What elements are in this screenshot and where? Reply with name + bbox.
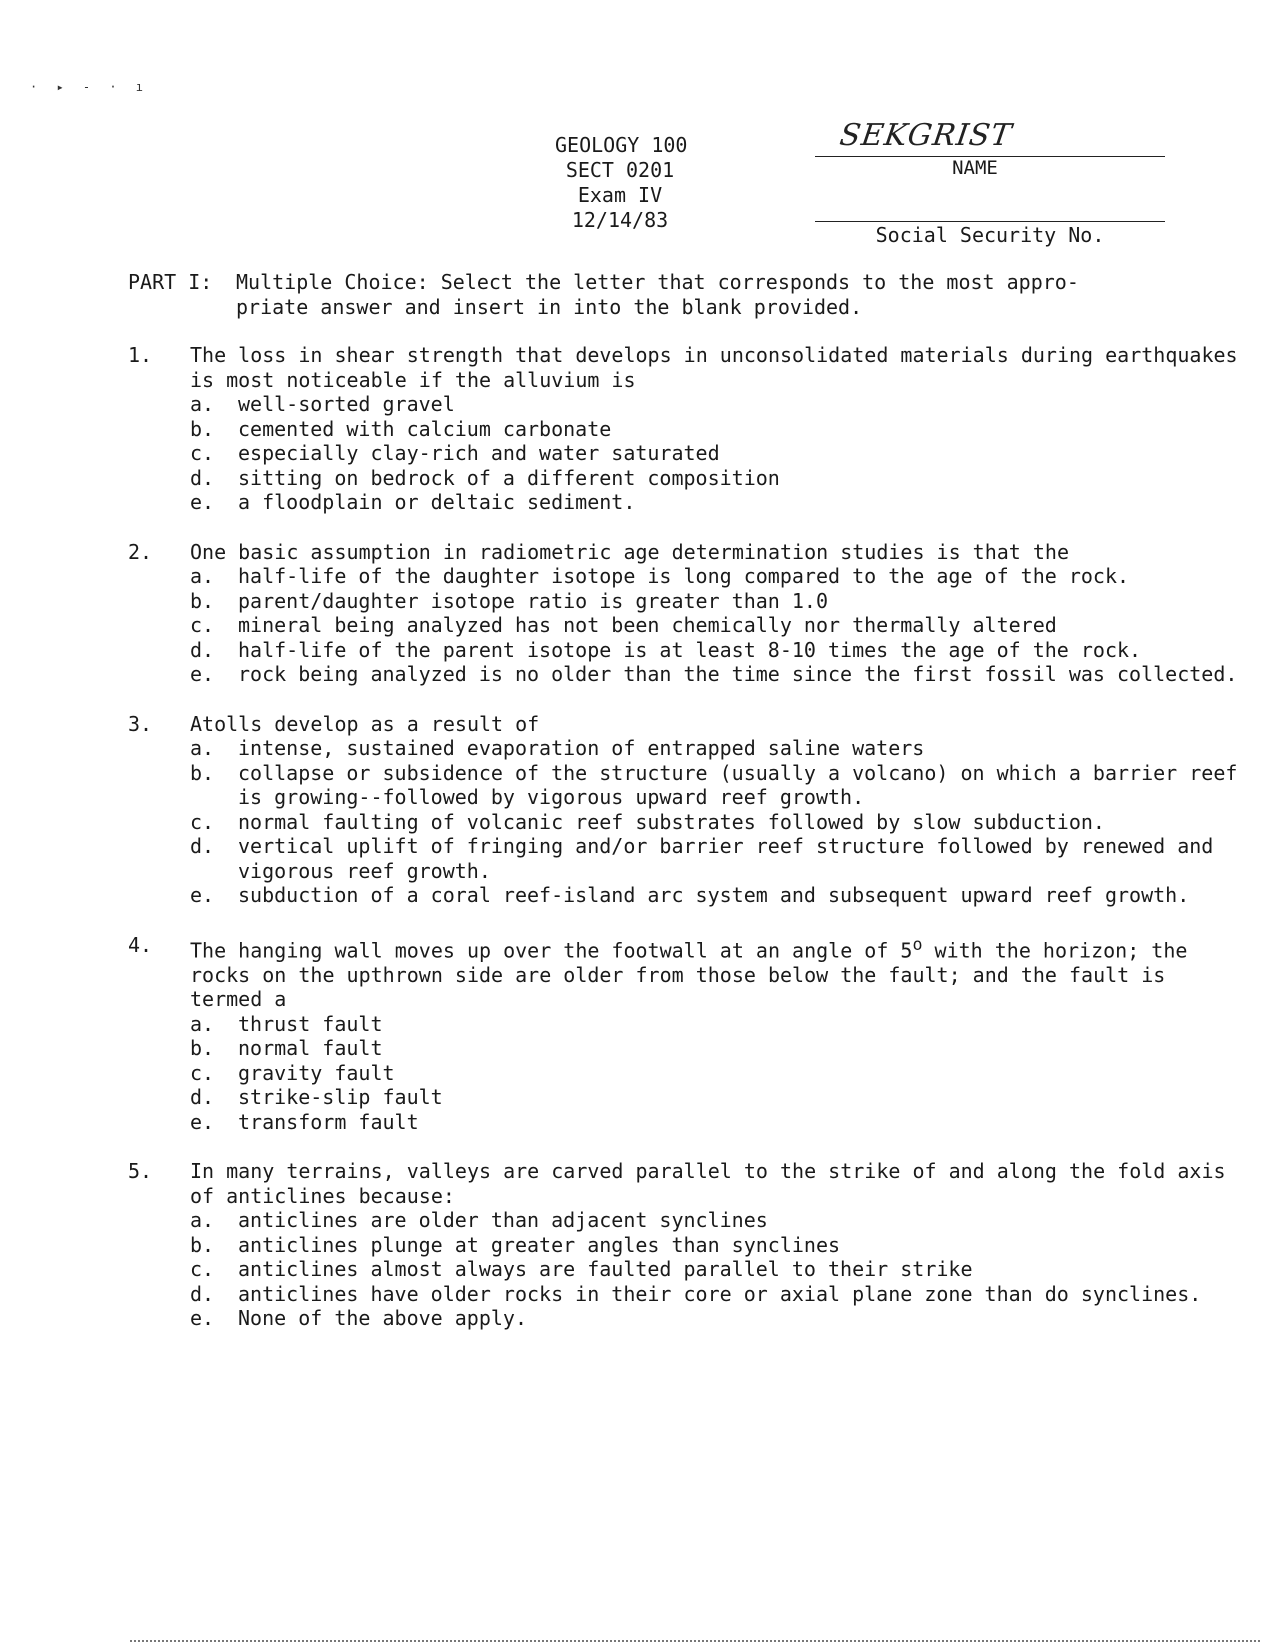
question-text: The loss in shear strength that develops in unconsolidated materials during earthquakes is most noticeable if the alluvium is (190, 343, 1238, 392)
option-letter: c. (190, 441, 215, 465)
option-c (128, 441, 1248, 466)
question-text: Atolls develop as a result of (190, 711, 540, 736)
option-e (128, 1110, 1248, 1135)
option-letter: c. (190, 809, 215, 834)
option-text: gravity fault (238, 1060, 395, 1085)
degree-superscript: o (912, 934, 923, 954)
part-label: PART I: (128, 270, 213, 294)
option-b (128, 761, 1248, 810)
question-3 (128, 712, 1248, 908)
option-letter: e. (190, 662, 215, 686)
student-signature: SEKGRIST (837, 118, 1015, 153)
option-letter: d. (190, 637, 215, 662)
question-text (190, 933, 1248, 1012)
option-c (128, 810, 1248, 835)
option-e (128, 883, 1248, 908)
scan-specks: · ▸ - · ı (30, 80, 150, 94)
option-text: subduction of a coral reef-island arc system and subsequent upward reef growth. (238, 883, 1190, 907)
course-info (555, 133, 688, 233)
option-text: anticlines are older than adjacent synclines (238, 1208, 768, 1233)
part-instructions (128, 270, 1238, 320)
option-letter: e. (190, 1109, 215, 1134)
option-letter: c. (190, 1060, 215, 1085)
option-b (128, 417, 1248, 442)
exam-number: Exam IV (577, 183, 663, 207)
option-a (128, 1208, 1248, 1233)
question-5 (128, 1159, 1248, 1331)
instructions-line-2: priate answer and insert in into the blank provided. (236, 295, 863, 319)
option-e (128, 490, 1248, 515)
question-text: In many terrains, valleys are carved parallel to the strike of and along the fold axis of anticlines because: (190, 1159, 1226, 1208)
option-c (128, 613, 1248, 638)
course-section: SECT 0201 (565, 158, 675, 182)
option-letter: d. (190, 834, 215, 858)
course-title: GEOLOGY 100 (555, 133, 688, 157)
option-letter: d. (190, 465, 215, 490)
option-d (128, 1085, 1248, 1110)
question-number: 1. (128, 343, 153, 367)
option-text: anticlines have older rocks in their core or axial plane zone than do synclines. (238, 1281, 1202, 1306)
option-text: intense, sustained evaporation of entrapped saline waters (238, 736, 925, 760)
option-text: mineral being analyzed has not been chemically nor thermally altered (238, 613, 1057, 637)
option-letter: d. (190, 1085, 215, 1110)
option-letter: b. (190, 1232, 215, 1257)
option-b (128, 589, 1248, 614)
option-text: half-life of the daughter isotope is long compared to the age of the rock. (238, 564, 1130, 588)
option-text: transform fault (238, 1109, 419, 1134)
question-4 (128, 933, 1248, 1135)
exam-date: 12/14/83 (571, 208, 669, 232)
option-text: sitting on bedrock of a different composition (238, 465, 780, 490)
question-list (128, 343, 1248, 1356)
option-letter: a. (190, 564, 215, 588)
option-letter: c. (190, 613, 215, 637)
option-e (128, 662, 1248, 687)
option-letter: a. (190, 1011, 215, 1036)
option-letter: b. (190, 1036, 215, 1061)
option-text: anticlines plunge at greater angles than synclines (238, 1232, 841, 1257)
question-2 (128, 540, 1248, 687)
option-e (128, 1306, 1248, 1331)
option-letter: a. (190, 392, 215, 416)
option-text: a floodplain or deltaic sediment. (238, 490, 636, 514)
option-text: anticlines almost always are faulted parallel to their strike (238, 1257, 973, 1282)
option-text: normal faulting of volcanic reef substrates followed by slow subduction. (238, 809, 1105, 834)
option-text: vertical uplift of fringing and/or barrier reef structure followed by renewed and vigorous reef growth. (238, 834, 1214, 883)
question-number: 4. (128, 932, 153, 957)
option-text: half-life of the parent isotope is at least 8-10 times the age of the rock. (238, 637, 1142, 662)
option-letter: d. (190, 1281, 215, 1306)
option-d (128, 466, 1248, 491)
question-1 (128, 343, 1248, 515)
option-text: well-sorted gravel (238, 392, 455, 416)
option-text: collapse or subsidence of the structure (usually a volcano) on which a barrier reef is growing--followed by vigorous upward reef growth. (238, 760, 1238, 809)
option-letter: b. (190, 588, 215, 613)
option-text: None of the above apply. (238, 1306, 527, 1331)
question-number: 2. (128, 539, 153, 564)
option-letter: b. (190, 416, 215, 441)
option-letter: c. (190, 1257, 215, 1282)
option-b (128, 1233, 1248, 1258)
option-a (128, 1012, 1248, 1037)
ssn-label: Social Security No. (875, 223, 1105, 247)
scan-edge-noise (130, 1637, 1260, 1642)
option-c (128, 1257, 1248, 1282)
question-text-start: The hanging wall moves up over the footwall at an angle of 5 (190, 938, 913, 963)
option-text: strike-slip fault (238, 1085, 443, 1110)
option-c (128, 1061, 1248, 1086)
option-b (128, 1036, 1248, 1061)
option-d (128, 638, 1248, 663)
name-line (815, 120, 1165, 157)
question-text-end: with the horizon; the rocks on the upthrown side are older from those below the fault; and the fault is termed a (190, 938, 1188, 1012)
student-info (815, 120, 1165, 247)
option-letter: e. (190, 490, 215, 514)
option-text: normal fault (238, 1036, 383, 1061)
option-letter: b. (190, 760, 215, 785)
question-number: 3. (128, 711, 153, 736)
option-letter: a. (190, 736, 215, 760)
option-text: thrust fault (238, 1011, 383, 1036)
option-letter: e. (190, 1306, 215, 1331)
option-text: especially clay-rich and water saturated (238, 441, 720, 465)
option-text: rock being analyzed is no older than the time since the first fossil was collected. (238, 662, 1238, 686)
instructions-line-1: Multiple Choice: Select the letter that corresponds to the most appro- (236, 270, 1079, 294)
question-text: One basic assumption in radiometric age determination studies is that the (190, 539, 1069, 564)
option-a (128, 564, 1248, 589)
option-text: parent/daughter isotope ratio is greater than 1.0 (238, 588, 829, 613)
name-label: NAME (952, 157, 998, 179)
option-text: cemented with calcium carbonate (238, 416, 612, 441)
option-d (128, 834, 1248, 883)
option-letter: a. (190, 1208, 215, 1233)
option-a (128, 736, 1248, 761)
option-d (128, 1282, 1248, 1307)
option-letter: e. (190, 883, 215, 907)
option-a (128, 392, 1248, 417)
question-number: 5. (128, 1159, 153, 1184)
